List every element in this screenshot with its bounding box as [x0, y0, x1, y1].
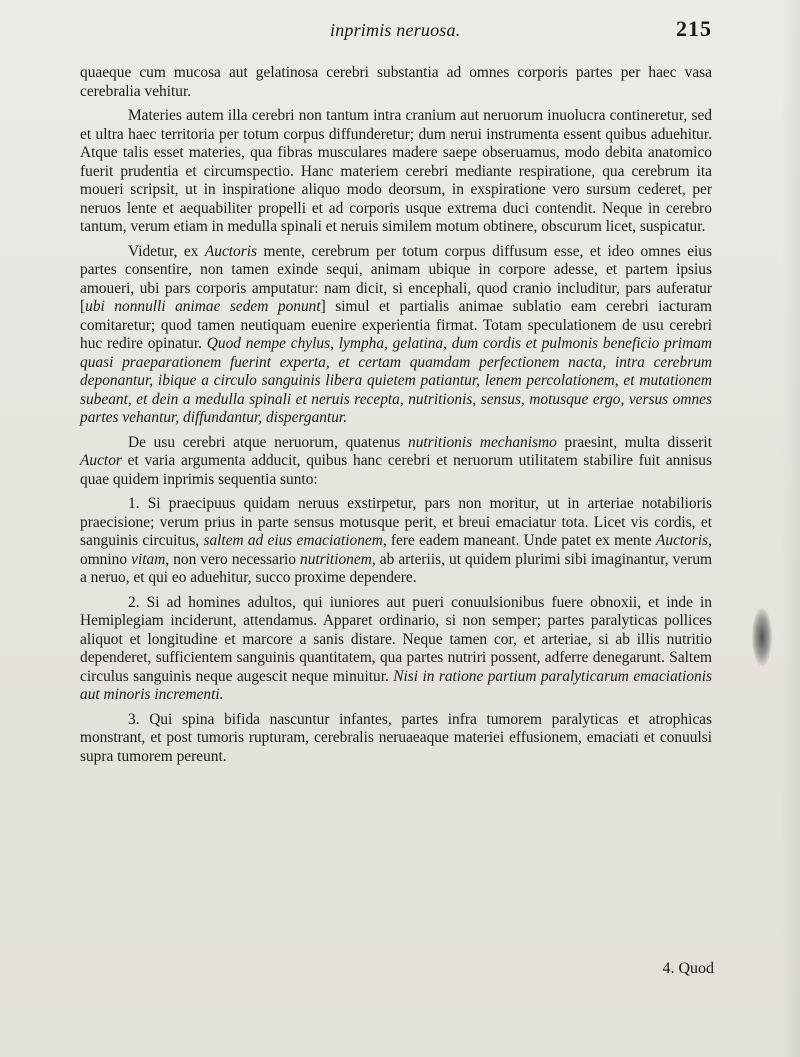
- paragraph-item-1: [80, 495, 712, 588]
- text-run: 1. Si praecipuus quidam neruus exstirpetur, pars non moritur, ut in arteriae notabilioris praecisione; verum prius in parte sensus motusque perit, et breui emaciatur tota. Licet vis cordis, et sanguinis circuitus,: [80, 495, 712, 549]
- page-number: 215: [676, 16, 712, 41]
- text-run: Materies autem illa cerebri non tantum intra cranium aut neruorum inuolucra contineretur, sed et ultra haec territoria per totum corpus diffunderetur; dum nerui instrumenta essent quibus aduehitur. Atque talis esset materies, qua fibras musculares madere saepe obseruamus, modo debita anatomico fuerit prudentia et circumspectio. Hanc materiem cerebri mediante respiratione, qua cerebrum ita moueri scripsit, ut in inspiratione aliquo modo deorsum, in exspiratione vero sursum cederet, per neruos lente et aequabiliter propelli et ad corporis usque extrema duci contendit. Neque in cerebro tantum, verum etiam in medulla spinali et neruis similem motum obtinere, obscurum licet, suspicatur.: [80, 107, 712, 235]
- body-text: [80, 64, 712, 766]
- text-run: De usu cerebri atque neruorum, quatenus: [128, 433, 408, 451]
- text-run: , ab arteriis, ut quidem plurimi sibi imaginantur, verum a neruo, et qui eo aduehitur, succo proxime dependere.: [80, 550, 712, 586]
- paragraph-item-3: [80, 711, 712, 767]
- text-run: 3. Qui spina bifida nascuntur infantes, partes infra tumorem paralyticas et atrophicas monstrant, et post tumoris rupturam, cerebralis neruaeaque materiei effusionem, emaciati et conuulsi supra tumorem pereunt.: [80, 710, 712, 765]
- text-run: mente, cerebrum per totum corpus diffusum esse, et ideo omnes eius partes consentire, non tamen exinde sequi, animam ubique in corpore adesse, et partem ipsius amoueri, ubi pars corporis amputatur: nam dicit, si encephali, quod cranio includitur, pars auferatur [: [80, 242, 712, 315]
- italic-text-run: saltem ad eius emaciationem: [203, 532, 383, 549]
- paragraph-continuation: [80, 64, 712, 101]
- italic-text-run: ubi nonnulli animae sedem ponunt: [85, 298, 321, 315]
- paragraph-materies: [80, 107, 712, 237]
- italic-text-run: vitam: [131, 550, 166, 568]
- text-run: et varia argumenta adducit, quibus hanc cerebri et neruorum utilitatem stabilire fuit annisus quae quidem inprimis sequentia sunto:: [80, 452, 712, 488]
- text-run: , omnino: [80, 532, 712, 568]
- ink-smudge: [752, 608, 772, 666]
- catchword: 4. Quod: [662, 960, 714, 977]
- paragraph-item-2: [80, 594, 712, 705]
- text-run: quaeque cum mucosa aut gelatinosa cerebri substantia ad omnes corporis partes per haec vasa cerebralia vehitur.: [80, 64, 712, 100]
- text-run: praesint, multa disserit: [556, 433, 712, 451]
- text-run: Videtur, ex: [128, 242, 205, 260]
- running-title: inprimis neruosa.: [330, 20, 461, 40]
- italic-text-run: Auctor: [80, 452, 122, 469]
- italic-text-run: nutritionis mechanismo: [408, 433, 557, 451]
- page-header: [80, 16, 712, 50]
- text-run: , fere eadem maneant. Unde patet ex mente: [382, 532, 656, 549]
- italic-text-run: Auctoris: [204, 242, 257, 260]
- text-run: 2. Si ad homines adultos, qui iuniores aut pueri conuulsionibus fuere obnoxii, et inde in Hemiplegiam inciderunt, attendamus. Apparet ordinario, si non semper; partes paralyticas pollices aliquot et longitudine et marcore a sanis distare. Neque tamen cor, et arteriae, si ab illis nutritio dependeret, sufficientem sanguinis quantitatem, qua partes nutriri possent, adferre denegarunt. Saltem circulus sanguinis neque augescit neque minuitur.: [80, 593, 712, 685]
- paragraph-de-usu: [80, 434, 712, 490]
- italic-text-run: Nisi in ratione partium paralyticarum emaciationis aut minoris incrementi.: [80, 667, 712, 703]
- italic-text-run: Auctoris: [655, 532, 709, 549]
- paragraph-videtur: [80, 243, 712, 428]
- italic-text-run: nutritionem: [300, 550, 372, 568]
- italic-text-run: Quod nempe chylus, lympha, gelatina, dum cordis et pulmonis beneficio primam quasi praeparationem fuerint experta, et certam quamdam perfectionem nacta, intra cerebrum deponantur, ibique a circulo sanguinis libera quietem patiantur, lenem percolationem, et mutationem subeant, et dein a medulla spinali et neruis recepta, nutritionis, sensus, motusque ergo, versus omnes partes vehantur, diffundantur, dispergantur.: [80, 335, 713, 426]
- text-run: ] simul et partialis animae sublatio eam cerebri iacturam comitaretur; quod tamen neutiquam euenire experientia firmat. Totam speculationem de usu cerebri huc redire opinatur.: [80, 298, 713, 352]
- page-edge-shadow: [782, 0, 800, 1057]
- text-run: , non vero necessario: [165, 550, 300, 568]
